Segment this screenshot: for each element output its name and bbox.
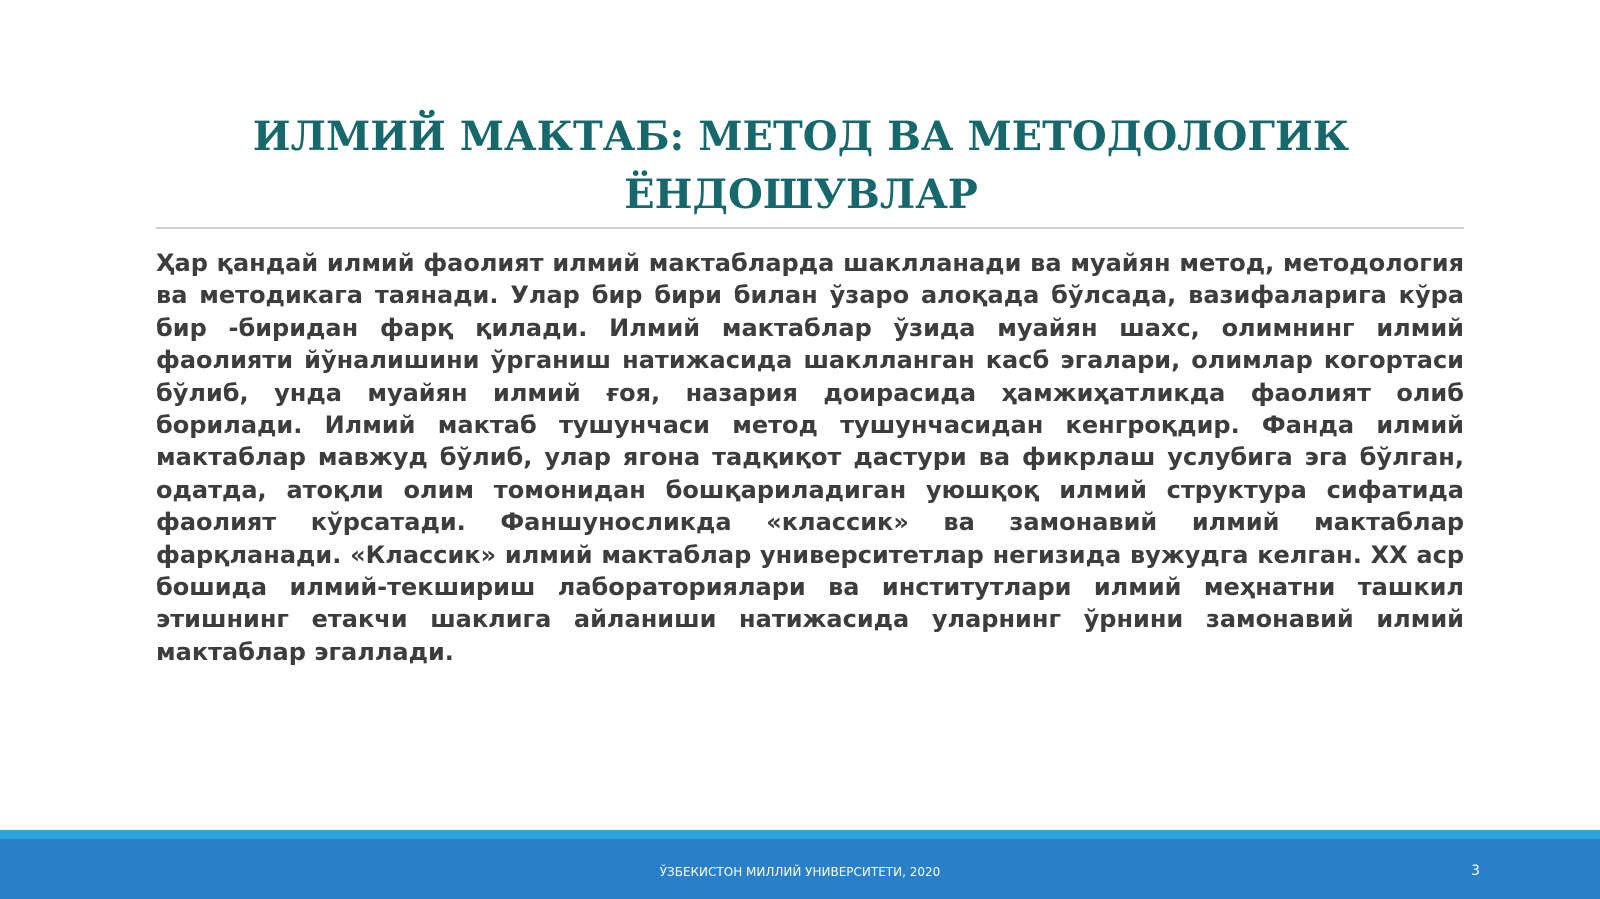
slide-number: 3: [1471, 863, 1480, 879]
slide-title: [156, 108, 1446, 224]
footer-text: ЎЗБЕКИСТОН МИЛЛИЙ УНИВЕРСИТЕТИ, 2020: [659, 865, 941, 879]
slide-body-text: Ҳар қандай илмий фаолият илмий мактабларда шаклланади ва муайян метод, методология ва методикага таянади. Улар бир бири билан ўзаро алоқада бўлсада, вазифаларига кўра бир -биридан фарқ қилади. Илмий мактаблар ўзида муайян шахс, олимнинг илмий фаолияти йўналишини ўрганиш натижасида шаклланган касб эгалари, олимлар когортаси бўлиб, унда муайян илмий ғоя, назария доирасида ҳамжиҳатликда фаолият олиб борилади. Илмий мактаб тушунчаси метод тушунчасидан кенгроқдир. Фанда илмий мактаблар мавжуд бўлиб, улар ягона тадқиқот дастури ва фикрлаш услубига эга бўлган, одатда, атоқли олим томонидан бошқариладиган уюшқоқ илмий структура сифатида фаолият кўрсатади. Фаншуносликда «классик» ва замонавий илмий мактаблар фарқланади. «Классик» илмий мактаблар университетлар негизида вужудга келган. XX аср бошида илмий-текшириш лабораториялари ва институтлари илмий меҳнатни ташкил этишнинг етакчи шаклига айланиши натижасида уларнинг ўрнини замонавий илмий мактаблар эгаллади.: [156, 249, 1464, 666]
slide-title-line-2: ЁНДОШУВЛАР: [624, 171, 978, 218]
slide-title-line-1: ИЛМИЙ МАКТАБ: МЕТОД ВА МЕТОДОЛОГИК: [252, 113, 1350, 160]
title-divider: [156, 227, 1464, 229]
footer-accent-stripe: [0, 830, 1600, 839]
